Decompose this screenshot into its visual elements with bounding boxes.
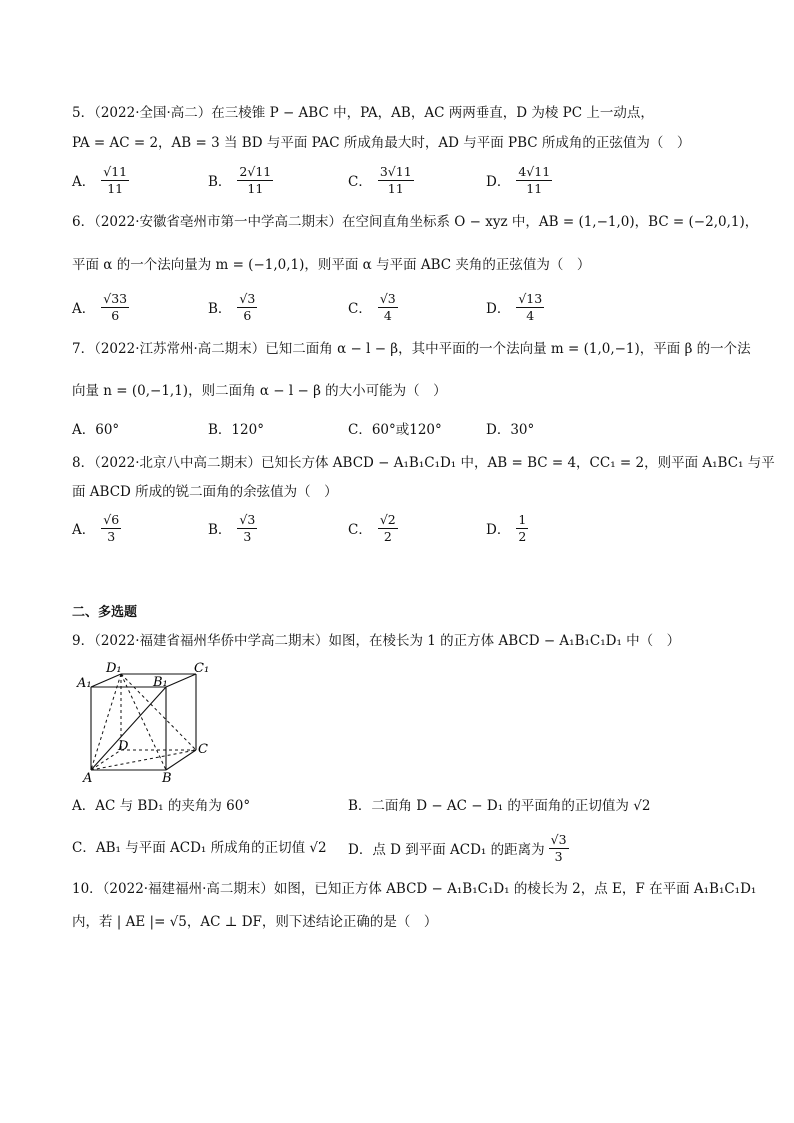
q7-line2: 向量 n = (0,−1,1)，则二面角 α − l − β 的大小可能为（ ） xyxy=(72,383,447,399)
q9-option-b[interactable]: B．二面角 D − AC − D₁ 的平面角的正切值为 √2 xyxy=(348,798,651,814)
cube-diagram xyxy=(76,660,216,785)
q6-options xyxy=(72,287,732,327)
q10-line1: 10．（2022·福建福州·高二期末）如图，已知正方体 ABCD − A₁B₁C₁D₁ 的棱长为 2，点 E，F 在平面 A₁B₁C₁D₁ xyxy=(72,881,757,897)
q9-option-c[interactable]: C．AB₁ 与平面 ACD₁ 所成角的正切值 √2 xyxy=(72,840,327,856)
q9-line1: 9．（2022·福建省福州华侨中学高二期末）如图，在棱长为 1 的正方体 ABCD − A₁B₁C₁D₁ 中（ ） xyxy=(72,633,681,649)
label-d1: D₁ xyxy=(106,661,122,676)
q8-line1: 8．（2022·北京八中高二期末）已知长方体 ABCD − A₁B₁C₁D₁ 中，AB = BC = 4，CC₁ = 2，则平面 A₁BC₁ 与平 xyxy=(72,455,775,471)
label-a1: A₁ xyxy=(77,676,92,691)
q7-option-a[interactable]: A．60° xyxy=(72,422,120,438)
q6-option-b[interactable]: B． $\frac{√3}{6}$ xyxy=(208,290,256,323)
label-a: A xyxy=(83,771,93,785)
q7-line1: 7．（2022·江苏常州·高二期末）已知二面角 α − l − β，其中平面的一个法向量 m = (1,0,−1)，平面 β 的一个法 xyxy=(72,341,751,357)
q8-options xyxy=(72,508,732,548)
q5-option-d[interactable]: D． $\frac{4√11}{11}$ xyxy=(486,163,551,196)
label-d: D xyxy=(118,739,129,754)
q6-option-d[interactable]: D． $\frac{√13}{4}$ xyxy=(486,290,543,323)
q8-line2: 面 ABCD 所成的锐二面角的余弦值为（ ） xyxy=(72,484,338,500)
label-c1: C₁ xyxy=(194,661,210,676)
q6-option-c[interactable]: C． $\frac{√3}{4}$ xyxy=(348,290,396,323)
q7-option-d[interactable]: D．30° xyxy=(486,422,535,438)
q8-option-c[interactable]: C． $\frac{√2}{2}$ xyxy=(348,511,396,544)
q5-line1: 5．（2022·全国·高二）在三棱锥 P − ABC 中，PA，AB，AC 两两垂直，D 为棱 PC 上一动点， xyxy=(72,105,654,121)
q5-line2: PA = AC = 2，AB = 3 当 BD 与平面 PAC 所成角最大时，AD 与平面 PBC 所成角的正弦值为（ ） xyxy=(72,135,691,151)
q5-option-c[interactable]: C． $\frac{3√11}{11}$ xyxy=(348,163,412,196)
q8-option-b[interactable]: B． $\frac{√3}{3}$ xyxy=(208,511,256,544)
q8-option-d[interactable]: D． $\frac{1}{2}$ xyxy=(486,511,527,544)
cube-figure xyxy=(76,660,216,789)
q10-line2: 内，若 | AE |= √5，AC ⊥ DF，则下述结论正确的是（ ） xyxy=(72,914,438,930)
label-b1: B₁ xyxy=(153,675,168,690)
q5-option-b[interactable]: B． $\frac{2√11}{11}$ xyxy=(208,163,272,196)
label-b: B xyxy=(162,771,172,785)
q8-option-a[interactable]: A． $\frac{√6}{3}$ xyxy=(72,511,120,544)
q9-option-a[interactable]: A．AC 与 BD₁ 的夹角为 60° xyxy=(72,798,251,814)
q6-option-a[interactable]: A． $\frac{√33}{6}$ xyxy=(72,290,128,323)
q6-line1: 6．（2022·安徽省亳州市第一中学高二期末）在空间直角坐标系 O − xyz 中，AB = (1,−1,0)，BC = (−2,0,1)， xyxy=(72,214,759,230)
q7-option-b[interactable]: B．120° xyxy=(208,422,264,438)
q9-option-d[interactable]: D．点 D 到平面 ACD₁ 的距离为 $\frac{√3}{3}$ xyxy=(348,831,567,864)
q7-option-c[interactable]: C．60°或120° xyxy=(348,422,442,438)
label-c: C xyxy=(198,742,208,757)
q6-line2: 平面 α 的一个法向量为 m = (−1,0,1)，则平面 α 与平面 ABC 夹角的正弦值为（ ） xyxy=(72,257,591,273)
section-title-multiple-choice: 二、多选题 xyxy=(72,605,138,620)
q5-options xyxy=(72,160,732,200)
q5-option-a[interactable]: A． $\frac{√11}{11}$ xyxy=(72,163,128,196)
